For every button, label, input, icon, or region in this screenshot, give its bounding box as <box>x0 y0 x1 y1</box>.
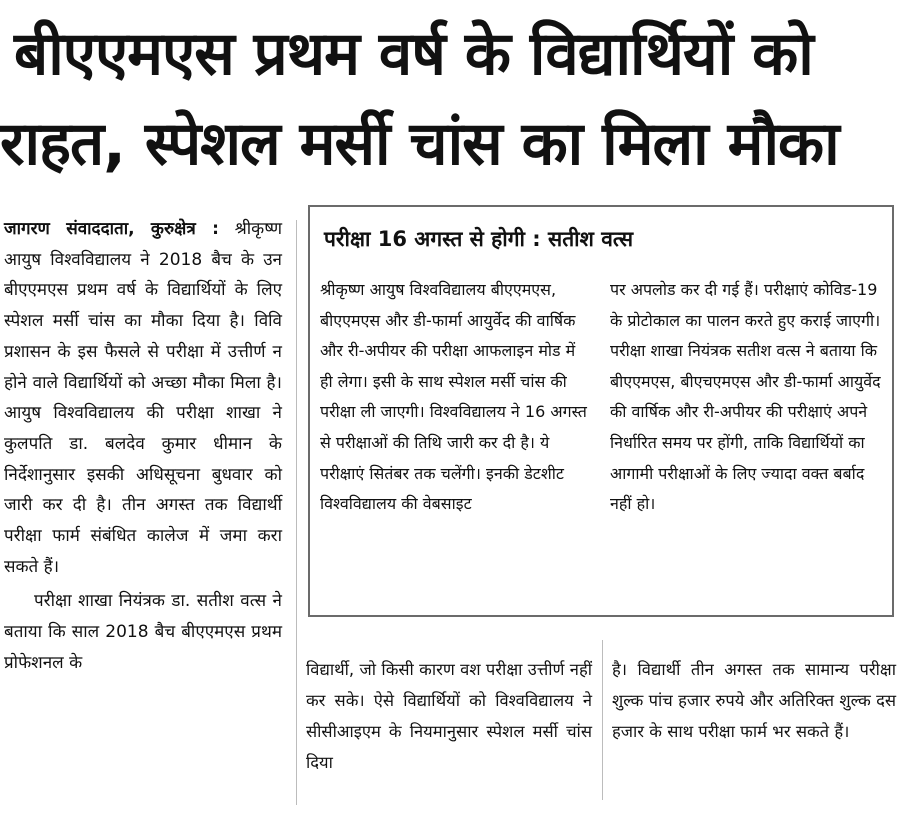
article-paragraph-1 <box>4 214 282 582</box>
box-column-right-text: पर अपलोड कर दी गई हैं। परीक्षाएं कोविड-19 के प्रोटोकाल का पालन करते हुए कराई जाएगी। परीक्षा शाखा नियंत्रक सतीश वत्स ने बताया कि बीएएमएस, बीएचएमएस और डी-फार्मा आयुर्वेद की वार्षिक और री-अपीयर की परीक्षाएं अपने निर्धारित समय पर होंगी, ताकि विद्यार्थियों का आगामी परीक्षाओं के लिए ज्यादा वक्त बर्बाद नहीं हो। <box>610 280 881 514</box>
box-column-right <box>610 275 882 520</box>
paragraph-1-text: श्रीकृष्ण आयुष विश्वविद्यालय ने 2018 बैच के उन बीएएमएस प्रथम वर्ष के विद्यार्थियों के लिए स्पेशल मर्सी चांस का मौका दिया है। विवि प्रशासन के इस फैसले से परीक्षा में उत्तीर्ण न होने वाले विद्यार्थियों को अच्छा मौका मिला है। आयुष विश्वविद्यालय की परीक्षा शाखा ने कुलपति डा. बलदेव कुमार धीमान के निर्देशानुसार इसकी अधिसूचना बुधवार को जारी कर दी है। तीन अगस्त तक विद्यार्थी परीक्षा फार्म संबंधित कालेज में जमा करा सकते हैं। <box>4 219 282 577</box>
box-column-left <box>320 275 592 520</box>
headline-line-1: बीएएमएस प्रथम वर्ष के विद्यार्थियों को <box>14 19 813 89</box>
sidebar-box <box>308 205 894 617</box>
headline-line-2: राहत, स्पेशल मर्सी चांस का मिला मौका <box>0 109 839 179</box>
column-2-text: विद्यार्थी, जो किसी कारण वश परीक्षा उत्तीर्ण नहीं कर सके। ऐसे विद्यार्थियों को विश्वविद्यालय ने सीसीआइएम के नियमानुसार स्पेशल मर्सी चांस दिया <box>306 660 592 772</box>
box-title: परीक्षा 16 अगस्त से होगी : सतीश वत्स <box>324 227 634 251</box>
column-3-text: है। विद्यार्थी तीन अगस्त तक सामान्य परीक्षा शुल्क पांच हजार रुपये और अतिरिक्त शुल्क दस हजार के साथ परीक्षा फार्म भर सकते हैं। <box>612 660 896 741</box>
article-column-1 <box>4 214 282 679</box>
box-column-left-text: श्रीकृष्ण आयुष विश्वविद्यालय बीएएमएस, बीएएमएस और डी-फार्मा आयुर्वेद की वार्षिक और री-अपीयर की परीक्षा आफलाइन मोड में ही लेगा। इसी के साथ स्पेशल मर्सी चांस की परीक्षा ली जाएगी। विश्वविद्यालय ने 16 अगस्त से परीक्षाओं की तिथि जारी कर दी है। ये परीक्षाएं सितंबर तक चलेंगी। इनकी डेटशीट विश्वविद्यालय की वेबसाइट <box>320 280 587 514</box>
column-divider <box>296 220 297 805</box>
column-divider-lower <box>602 640 603 800</box>
byline: जागरण संवाददाता, कुरुक्षेत्र : <box>4 219 219 239</box>
article-column-3 <box>612 654 896 747</box>
article-column-2 <box>306 654 592 778</box>
article-paragraph-2: परीक्षा शाखा नियंत्रक डा. सतीश वत्स ने बताया कि साल 2018 बैच बीएएमएस प्रथम प्रोफेशनल के <box>4 591 282 673</box>
